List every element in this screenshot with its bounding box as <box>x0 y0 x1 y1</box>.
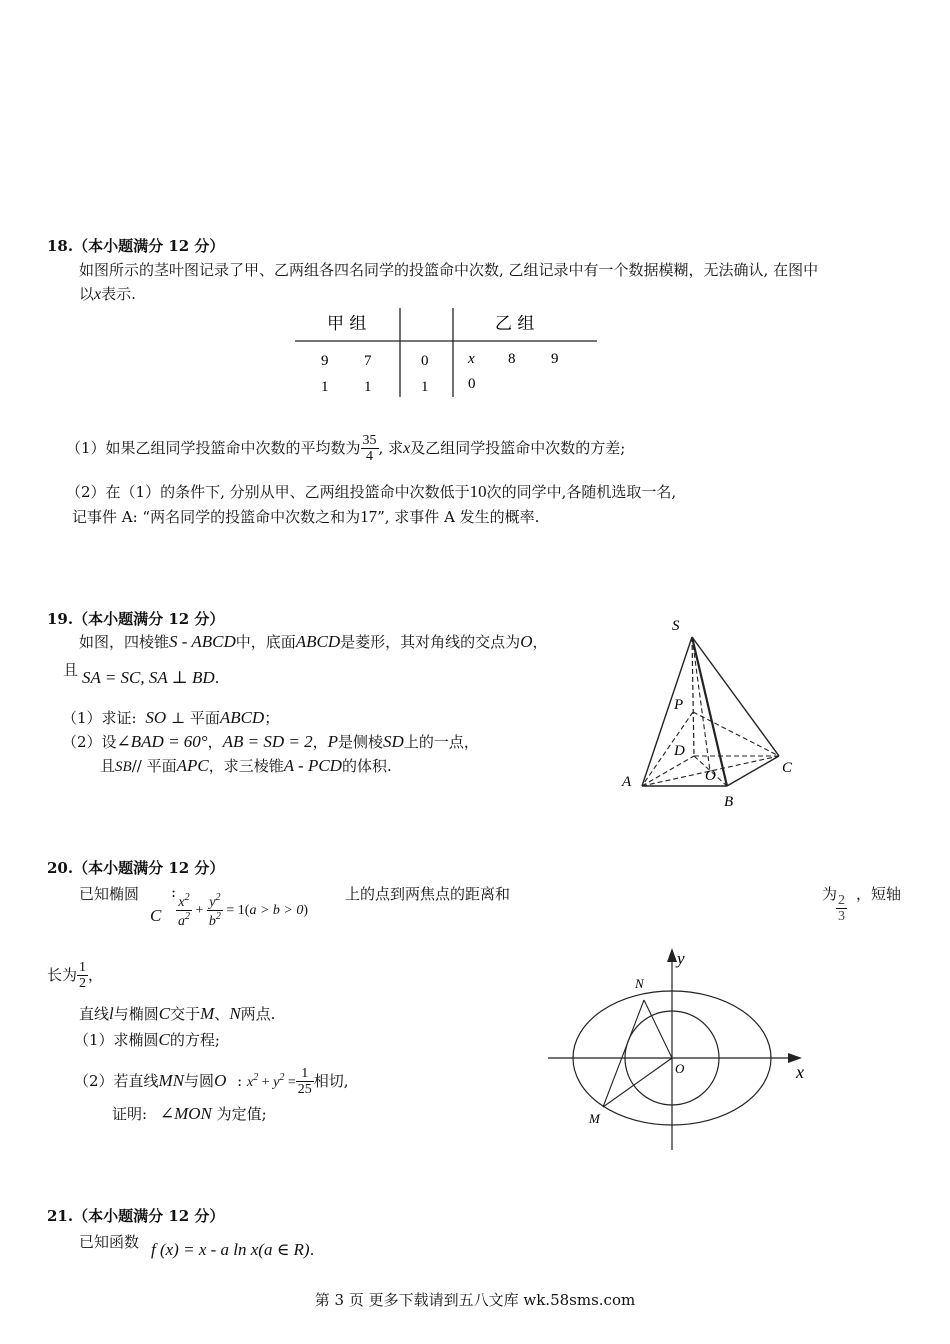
q18-intro-line1: 如图所示的茎叶图记录了甲、乙两组各四名同学的投篮命中次数, 乙组记录中有一个数据模糊，无法确认, 在图中 <box>79 261 819 279</box>
y-axis-arrow <box>667 948 677 962</box>
label-N: N <box>635 976 644 991</box>
pyramid-figure <box>612 612 802 812</box>
label-x: x <box>796 1062 804 1082</box>
right-group-header: 乙 组 <box>495 314 535 334</box>
segment-ON <box>644 1000 672 1058</box>
left-leaf-r1-0: 9 <box>321 353 329 369</box>
right-leaf-r2-0: 0 <box>468 376 476 392</box>
q20-part2: （2）若直线MN与圆O : $x^2 + y^2$ = $\frac{1}{25}$ 相切, <box>74 1066 349 1098</box>
q21-line1: 已知函数 <box>79 1233 140 1251</box>
q20-proof: 证明: ∠MON 为定值; <box>112 1104 267 1123</box>
q20-line1-colon: : <box>171 883 177 901</box>
stem-r1: 0 <box>421 353 429 369</box>
right-leaf-r1-1: 8 <box>508 351 516 367</box>
label-O: O <box>675 1061 685 1076</box>
right-leaf-r1-0: x <box>468 351 475 367</box>
q20-line2: 长为 $\frac{1}{2}$ ， <box>47 960 104 992</box>
left-leaf-r2-1: 1 <box>364 379 372 395</box>
left-leaf-r2-0: 1 <box>321 379 329 395</box>
q20-line3: 直线l与椭圆C交于M、N两点. <box>79 1004 276 1023</box>
circle-equation: $x^2 + y^2$ = <box>246 1071 296 1090</box>
label-B: B <box>724 794 734 810</box>
q20-line1-text: 上的点到两焦点的距离和 <box>345 885 511 903</box>
segment-OM <box>603 1058 672 1107</box>
q21-heading: 21.（本小题满分 12 分） <box>47 1207 225 1225</box>
ellipse-equation: $\frac{x^2}{a^2}$ + $\frac{y^2}{b^2}$ = 1(a > b > 0) <box>178 892 309 930</box>
sum-fraction: $\frac{2}{3}$ <box>838 893 845 925</box>
q18-part2-event: 记事件 A: “两名同学的投篮命中次数之和为17”, 求事件 A 发生的概率. <box>72 507 540 526</box>
q19-line2-math: SA = SC, SA ⊥ BD. <box>82 668 220 687</box>
q19-line2: 且 <box>63 661 79 679</box>
label-C: C <box>782 760 793 776</box>
q21-function: f (x) = x - a ln x(a ∈ R). <box>151 1240 315 1259</box>
label-S: S <box>672 618 680 634</box>
segment-PC <box>693 712 779 756</box>
edge-SB <box>692 637 727 786</box>
segment-PA <box>642 712 693 786</box>
q19-line1: 如图，四棱锥S - ABCD中，底面ABCD是菱形，其对角线的交点为O， <box>79 632 548 651</box>
label-P: P <box>674 697 684 713</box>
q19-part1: （1）求证: SO ⊥ 平面ABCD； <box>62 708 280 727</box>
q19-part2-cont: 且SB// 平面APC，求三棱锥A - PCD的体积. <box>100 756 392 775</box>
edge-SD <box>692 637 694 756</box>
label-M: M <box>589 1111 600 1126</box>
left-group-header: 甲 组 <box>327 314 367 334</box>
label-A: A <box>622 774 632 790</box>
stem-r2: 1 <box>421 379 429 395</box>
ellipse-name: C <box>150 906 162 925</box>
label-O: O <box>705 768 716 784</box>
q20-heading: 20.（本小题满分 12 分） <box>47 859 225 877</box>
q18-heading: 18.（本小题满分 12 分） <box>47 237 225 255</box>
left-leaf-r1-1: 7 <box>364 353 372 369</box>
edge-SA <box>642 637 692 786</box>
q19-heading: 19.（本小题满分 12 分） <box>47 610 225 628</box>
q20-part1: （1）求椭圆C的方程; <box>74 1030 220 1049</box>
edge-BC <box>727 756 779 786</box>
stem-leaf-plot <box>290 305 602 400</box>
label-y: y <box>677 949 685 968</box>
q20-line1-wei: 为 <box>822 885 838 903</box>
q19-part2: （2）设∠BAD = 60°，AB = SD = 2，P是侧棱SD上的一点， <box>62 732 479 751</box>
q18-part2: （2）在（1）的条件下, 分别从甲、乙两组投篮命中次数低于10次的同学中,各随机选取一名, <box>66 482 677 501</box>
minor-axis-fraction: $\frac{1}{2}$ <box>79 960 87 992</box>
mean-fraction: $\frac{35}{4}$ <box>362 433 377 465</box>
q18-part1: （1）如果乙组同学投篮命中次数的平均数为 $\frac{35}{4}$ , 求x及乙组同学投篮命中次数的方差; <box>66 433 626 465</box>
edge-AD <box>642 756 694 786</box>
q20-line1-intro: 已知椭圆 <box>79 885 140 903</box>
q20-line1-end: ，短轴 <box>856 885 902 903</box>
label-D: D <box>674 743 685 759</box>
page-footer: 第 3 页 更多下载请到五八文库 wk.58sms.com <box>314 1291 636 1309</box>
radius-fraction: $\frac{1}{25}$ <box>297 1066 312 1098</box>
ellipse-figure <box>540 942 812 1154</box>
q18-intro-line2: 以x表示. <box>79 285 136 303</box>
right-leaf-r1-2: 9 <box>551 351 559 367</box>
